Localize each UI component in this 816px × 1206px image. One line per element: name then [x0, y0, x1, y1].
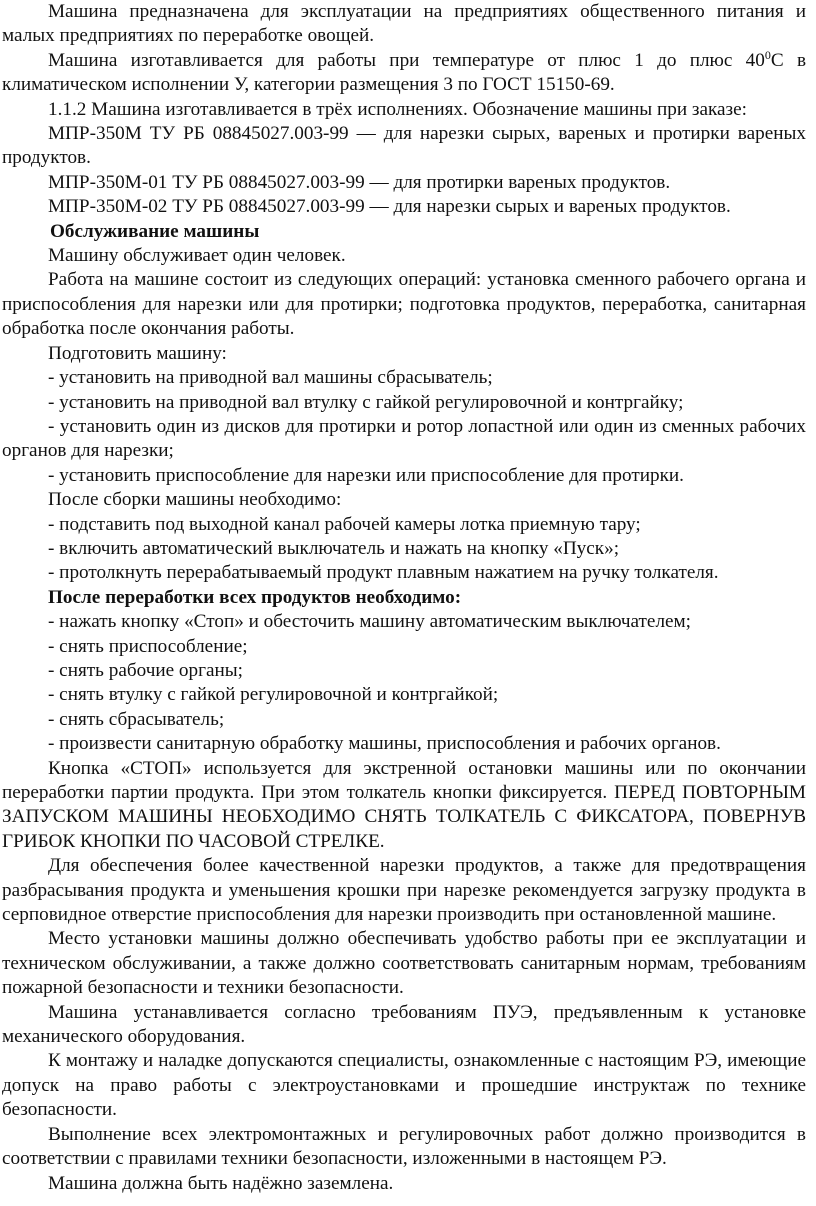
paragraph-purpose: Машина предназначена для эксплуатации на предприятиях общественного питания и малых предприятиях по переработке овощей.	[2, 1, 806, 47]
paragraph-specialists: К монтажу и наладке допускаются специалисты, ознакомленные с настоящим РЭ, имеющие допуск на право работы с электроустановками и прошедшие инструктаж по технике безопасности.	[2, 1050, 806, 1121]
paragraph-model-350m-01: МПР-350М-01 ТУ РБ 08845027.003-99 — для протирки вареных продуктов.	[48, 171, 671, 193]
list-item: - нажать кнопку «Стоп» и обесточить машину автоматическим выключателем;	[48, 611, 692, 633]
paragraph-installation-place: Место установки машины должно обеспечивать удобство работы при ее эксплуатации и техническом обслуживании, а также должно соответствовать санитарным нормам, требованиям пожарной безопасности и техники безопасности.	[2, 928, 806, 999]
list-item: - снять сбрасыватель;	[48, 708, 225, 730]
paragraph-after-assembly: После сборки машины необходимо:	[48, 489, 342, 511]
paragraph-stop-button: Кнопка «СТОП» используется для экстренной остановки машины или по окончании переработки партии продукта. При этом толкатель кнопки фиксируется. ПЕРЕД ПОВТОРНЫМ ЗАПУСКОМ МАШИНЫ НЕОБХОДИМО СНЯТЬ ТОЛКАТЕЛЬ С ФИКСАТОРА, ПОВЕРНУВ ГРИБОК КНОПКИ ПО ЧАСОВОЙ СТРЕЛКЕ.	[2, 757, 806, 852]
list-item: - установить на приводной вал машины сбрасыватель;	[48, 367, 493, 389]
list-item: - снять рабочие органы;	[48, 659, 243, 681]
paragraph-electrical-works: Выполнение всех электромонтажных и регулировочных работ должно производится в соответствии с правилами техники безопасности, изложенными в настоящем РЭ.	[2, 1123, 806, 1170]
heading-after-processing: После переработки всех продуктов необходимо:	[48, 586, 462, 608]
degree-superscript: 0	[764, 47, 771, 62]
paragraph-operator: Машину обслуживает один человек.	[48, 245, 346, 267]
paragraph-versions: 1.1.2 Машина изготавливается в трёх исполнениях. Обозначение машины при заказе:	[48, 98, 747, 120]
list-item: - снять втулку с гайкой регулировочной и контргайкой;	[48, 684, 499, 706]
paragraph-temperature	[2, 49, 806, 98]
paragraph-model-350m-02: МПР-350М-02 ТУ РБ 08845027.003-99 — для нарезки сырых и вареных продуктов.	[48, 196, 731, 218]
paragraph-operations: Работа на машине состоит из следующих операций: установка сменного рабочего органа и приспособления для нарезки или для протирки; подготовка продуктов, переработка, санитарная обработка после окончания работы.	[2, 269, 806, 340]
paragraph-grounding: Машина должна быть надёжно заземлена.	[48, 1172, 394, 1194]
paragraph-temperature-tail: С в климатическом исполнении У, категории размещения 3 по ГОСТ 15150-69.	[2, 49, 807, 96]
paragraph-cutting-quality: Для обеспечения более качественной нарезки продуктов, а также для предотвращения разбрасывания продукта и уменьшения крошки при нарезке рекомендуется загрузку продукта в серповидное отверстие приспособления для нарезки производить при остановленной машине.	[2, 855, 806, 926]
heading-maintenance: Обслуживание машины	[50, 220, 260, 242]
list-item: - подставить под выходной канал рабочей камеры лотка приемную тару;	[48, 513, 641, 535]
list-item: - снять приспособление;	[48, 635, 248, 657]
paragraph-model-350m: МПР-350М ТУ РБ 08845027.003-99 — для нарезки сырых, вареных и протирки вареных продуктов.	[2, 123, 806, 169]
paragraph-temperature-text: Машина изготавливается для работы при температуре от плюс 1 до плюс 40	[48, 49, 765, 71]
list-item: - протолкнуть перерабатываемый продукт плавным нажатием на ручку толкателя.	[48, 562, 719, 584]
paragraph-prepare: Подготовить машину:	[48, 342, 227, 364]
list-item: - установить один из дисков для протирки и ротор лопастной или один из сменных рабочих органов для нарезки;	[2, 415, 806, 462]
paragraph-pue: Машина устанавливается согласно требованиям ПУЭ, предъявленным к установке механического оборудования.	[2, 1001, 806, 1048]
list-item: - произвести санитарную обработку машины, приспособления и рабочих органов.	[48, 733, 721, 755]
list-item: - установить на приводной вал втулку с гайкой регулировочной и контргайку;	[48, 391, 684, 413]
list-item: - установить приспособление для нарезки или приспособление для протирки.	[48, 464, 684, 486]
list-item: - включить автоматический выключатель и нажать на кнопку «Пуск»;	[48, 537, 620, 559]
